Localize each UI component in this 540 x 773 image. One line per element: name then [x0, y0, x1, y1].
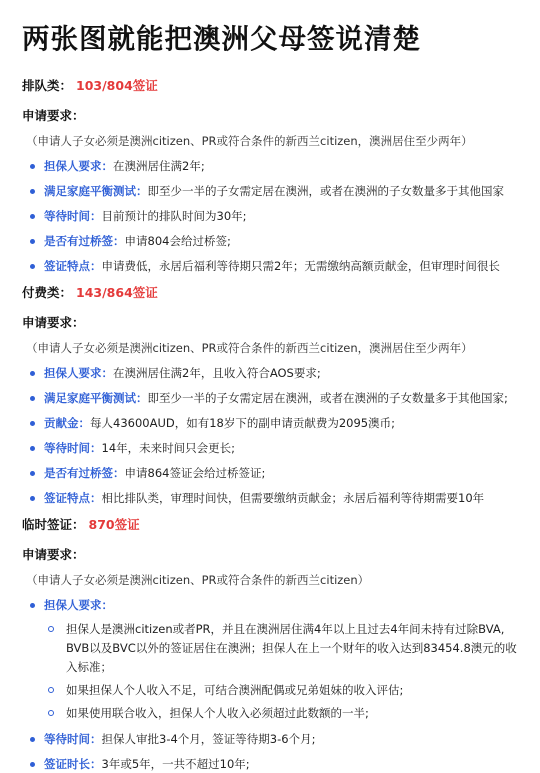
section-temporary	[22, 515, 524, 773]
list-item	[22, 390, 524, 407]
item-value: 申请804会给过桥签;	[124, 234, 231, 248]
item-value: 在澳洲居住满2年;	[113, 159, 205, 173]
item-key: 等待时间：	[44, 209, 102, 223]
item-value: 申请864签证会给过桥签证;	[124, 466, 266, 480]
list-item	[22, 365, 524, 382]
sub-item-text: 如果担保人个人收入不足，可结合澳洲配偶或兄弟姐妹的收入评估;	[66, 683, 404, 697]
bullet-icon	[30, 264, 35, 269]
requirement-list	[22, 597, 524, 773]
requirements-heading: 申请要求：	[22, 108, 85, 123]
item-key: 担保人要求：	[44, 366, 113, 380]
sub-item-text: 担保人是澳洲citizen或者PR，并且在澳洲居住满4年以上且过去4年间未持有过除BVA, BVB以及BVC以外的签证居住在澳洲；担保人在上一个财年的收入达到83454.8澳元的收入标准；	[66, 622, 517, 674]
section-queue	[22, 76, 524, 275]
item-value: 申请费低，永居后福利等待期只需2年；无需缴纳高额贡献金，但审理时间很长	[101, 259, 500, 273]
bullet-icon	[30, 496, 35, 501]
sub-list-item	[44, 681, 524, 700]
page-title: 两张图就能把澳洲父母签说清楚	[22, 23, 421, 55]
list-item	[22, 756, 524, 773]
section-contributory	[22, 283, 524, 507]
visa-code: 870签证	[88, 517, 140, 532]
hollow-bullet-icon	[48, 687, 54, 693]
bullet-icon	[30, 371, 35, 376]
requirements-heading: 申请要求：	[22, 547, 85, 562]
bullet-icon	[30, 446, 35, 451]
sub-list-item	[44, 704, 524, 723]
item-value: 担保人审批3-4个月，签证等待期3-6个月;	[101, 732, 316, 746]
item-value: 在澳洲居住满2年，且收入符合AOS要求;	[113, 366, 321, 380]
section-heading	[22, 283, 524, 303]
item-value: 每人43600AUD，如有18岁下的副申请贡献费为2095澳币;	[90, 416, 395, 430]
bullet-icon	[30, 214, 35, 219]
sub-list	[44, 620, 524, 723]
list-item	[22, 233, 524, 250]
list-item	[22, 465, 524, 482]
list-item	[22, 597, 524, 723]
section-label: 排队类：	[22, 78, 73, 93]
bullet-icon	[30, 239, 35, 244]
bullet-icon	[30, 762, 35, 767]
item-value: 14年，未来时间只会更长;	[101, 441, 236, 455]
section-label: 付费类：	[22, 285, 73, 300]
item-value: 3年或5年，一共不超过10年;	[101, 757, 250, 771]
item-key: 签证特点：	[44, 259, 102, 273]
item-value: 相比排队类，审理时间快，但需要缴纳贡献金；永居后福利等待期需要10年	[101, 491, 485, 505]
section-label: 临时签证：	[22, 517, 85, 532]
item-value: 即至少一半的子女需定居在澳洲，或者在澳洲的子女数量多于其他国家;	[147, 391, 508, 405]
bullet-icon	[30, 421, 35, 426]
item-key: 贡献金：	[44, 416, 90, 430]
item-key: 签证特点：	[44, 491, 102, 505]
item-key: 满足家庭平衡测试：	[44, 184, 148, 198]
list-item	[22, 158, 524, 175]
requirements-note: （申请人子女必须是澳洲citizen、PR或符合条件的新西兰citizen）	[26, 573, 370, 587]
bullet-icon	[30, 396, 35, 401]
item-key: 是否有过桥签：	[44, 234, 125, 248]
item-key: 签证时长：	[44, 757, 102, 771]
item-key: 等待时间：	[44, 732, 102, 746]
list-item	[22, 183, 524, 200]
requirements-note: （申请人子女必须是澳洲citizen、PR或符合条件的新西兰citizen，澳洲居住至少两年）	[26, 341, 473, 355]
list-item	[22, 731, 524, 748]
list-item	[22, 258, 524, 275]
list-item	[22, 490, 524, 507]
list-item	[22, 415, 524, 432]
visa-code: 143/864签证	[76, 285, 158, 300]
bullet-icon	[30, 737, 35, 742]
item-key: 担保人要求：	[44, 598, 113, 612]
bullet-icon	[30, 164, 35, 169]
list-item	[22, 440, 524, 457]
bullet-icon	[30, 603, 35, 608]
hollow-bullet-icon	[48, 626, 54, 632]
section-heading	[22, 515, 524, 535]
item-key: 是否有过桥签：	[44, 466, 125, 480]
requirement-list	[22, 365, 524, 507]
bullet-icon	[30, 189, 35, 194]
item-key: 担保人要求：	[44, 159, 113, 173]
item-key: 满足家庭平衡测试：	[44, 391, 148, 405]
requirements-heading: 申请要求：	[22, 315, 85, 330]
sub-item-text: 如果使用联合收入，担保人个人收入必须超过此数额的一半;	[66, 706, 369, 720]
requirements-note: （申请人子女必须是澳洲citizen、PR或符合条件的新西兰citizen，澳洲居住至少两年）	[26, 134, 473, 148]
item-value: 即至少一半的子女需定居在澳洲，或者在澳洲的子女数量多于其他国家	[147, 184, 504, 198]
requirement-list	[22, 158, 524, 275]
item-key: 等待时间：	[44, 441, 102, 455]
visa-code: 103/804签证	[76, 78, 158, 93]
sub-list-item	[44, 620, 524, 677]
section-heading	[22, 76, 524, 96]
item-value: 目前预计的排队时间为30年;	[101, 209, 247, 223]
bullet-icon	[30, 471, 35, 476]
list-item	[22, 208, 524, 225]
hollow-bullet-icon	[48, 710, 54, 716]
